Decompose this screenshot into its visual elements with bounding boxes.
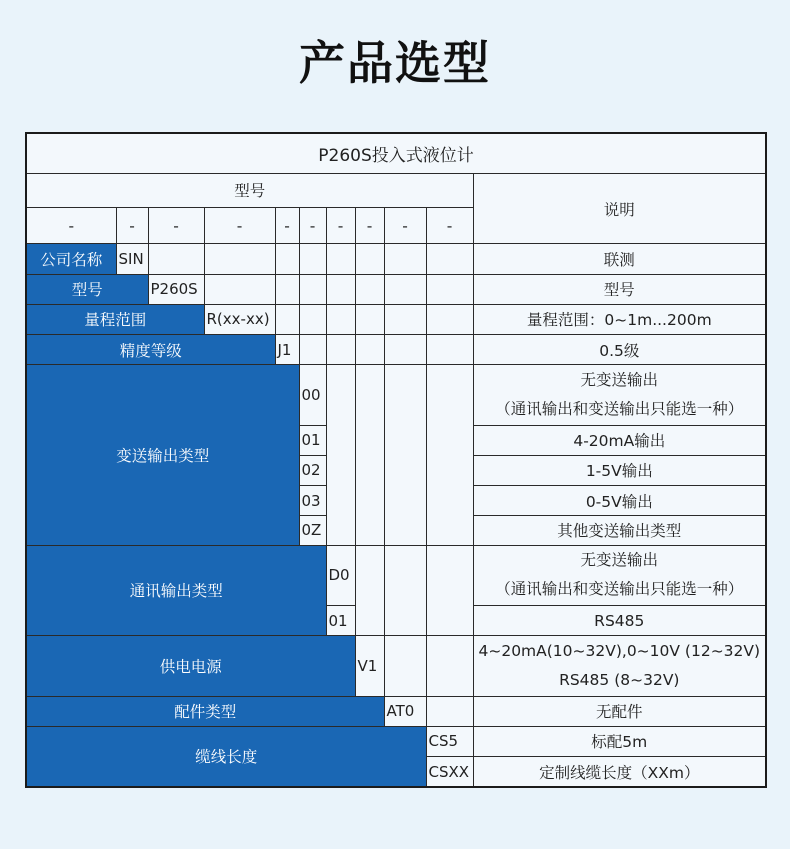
dash-cell: - bbox=[355, 208, 384, 244]
comm-desc: RS485 bbox=[473, 605, 766, 635]
model-desc: 型号 bbox=[473, 274, 766, 304]
empty-cell bbox=[426, 365, 473, 545]
transmit-desc: 其他变送输出类型 bbox=[473, 516, 766, 545]
empty-cell bbox=[275, 304, 299, 334]
empty-cell bbox=[355, 334, 384, 364]
empty-cell bbox=[426, 696, 473, 726]
model-label: 型号 bbox=[26, 274, 148, 304]
transmit-desc: 0-5V输出 bbox=[473, 486, 766, 516]
empty-cell bbox=[204, 244, 275, 274]
transmit-code: 01 bbox=[299, 425, 326, 455]
empty-cell bbox=[355, 365, 384, 545]
range-code: R(xx-xx) bbox=[204, 304, 275, 334]
cable-desc: 定制线缆长度（XXm） bbox=[473, 757, 766, 787]
empty-cell bbox=[384, 304, 426, 334]
empty-cell bbox=[148, 244, 204, 274]
empty-cell bbox=[204, 274, 275, 304]
transmit-desc: 1-5V输出 bbox=[473, 455, 766, 485]
empty-cell bbox=[355, 244, 384, 274]
accessory-label: 配件类型 bbox=[26, 696, 384, 726]
model-code: P260S bbox=[148, 274, 204, 304]
dash-cell: - bbox=[299, 208, 326, 244]
dash-cell: - bbox=[426, 208, 473, 244]
transmit-code: 02 bbox=[299, 455, 326, 485]
empty-cell bbox=[426, 244, 473, 274]
empty-cell bbox=[326, 244, 355, 274]
accessory-desc: 无配件 bbox=[473, 696, 766, 726]
description-header: 说明 bbox=[473, 173, 766, 244]
empty-cell bbox=[384, 244, 426, 274]
range-desc: 量程范围：0~1m...200m bbox=[473, 304, 766, 334]
power-desc bbox=[473, 636, 766, 696]
table-title: P260S投入式液位计 bbox=[26, 133, 766, 173]
empty-cell bbox=[326, 304, 355, 334]
empty-cell bbox=[275, 244, 299, 274]
comm-desc bbox=[473, 545, 766, 605]
empty-cell bbox=[384, 636, 426, 696]
transmit-desc: 4-20mA输出 bbox=[473, 425, 766, 455]
desc-line: 无变送输出 bbox=[580, 551, 659, 570]
dash-cell: - bbox=[326, 208, 355, 244]
accuracy-desc: 0.5级 bbox=[473, 334, 766, 364]
empty-cell bbox=[355, 274, 384, 304]
comm-label: 通讯输出类型 bbox=[26, 545, 326, 636]
cable-code: CS5 bbox=[426, 726, 473, 756]
dash-cell: - bbox=[116, 208, 148, 244]
cable-label: 缆线长度 bbox=[26, 726, 426, 787]
empty-cell bbox=[299, 244, 326, 274]
comm-code: 01 bbox=[326, 605, 355, 635]
empty-cell bbox=[326, 274, 355, 304]
model-header: 型号 bbox=[26, 173, 473, 207]
power-code: V1 bbox=[355, 636, 384, 696]
empty-cell bbox=[384, 545, 426, 636]
empty-cell bbox=[426, 545, 473, 636]
empty-cell bbox=[384, 274, 426, 304]
accuracy-code: J1 bbox=[275, 334, 299, 364]
desc-line: 无变送输出 bbox=[580, 370, 659, 389]
cable-code: CSXX bbox=[426, 757, 473, 787]
empty-cell bbox=[426, 304, 473, 334]
power-label: 供电电源 bbox=[26, 636, 355, 696]
empty-cell bbox=[275, 274, 299, 304]
desc-line: 4~20mA(10~32V),0~10V (12~32V) bbox=[478, 641, 761, 660]
desc-line: RS485 (8~32V) bbox=[559, 670, 680, 689]
company-desc: 联测 bbox=[473, 244, 766, 274]
transmit-label: 变送输出类型 bbox=[26, 365, 299, 545]
transmit-code: 0Z bbox=[299, 516, 326, 545]
selection-table bbox=[25, 132, 767, 788]
empty-cell bbox=[326, 365, 355, 545]
desc-line: （通讯输出和变送输出只能选一种） bbox=[495, 399, 744, 418]
desc-line: （通讯输出和变送输出只能选一种） bbox=[495, 580, 744, 599]
empty-cell bbox=[384, 365, 426, 545]
transmit-code: 00 bbox=[299, 365, 326, 425]
empty-cell bbox=[299, 334, 326, 364]
page-title: 产品选型 bbox=[299, 36, 491, 90]
empty-cell bbox=[355, 545, 384, 636]
empty-cell bbox=[355, 304, 384, 334]
accessory-code: AT0 bbox=[384, 696, 426, 726]
range-label: 量程范围 bbox=[26, 304, 204, 334]
dash-cell: - bbox=[204, 208, 275, 244]
cable-desc: 标配5m bbox=[473, 726, 766, 756]
dash-cell: - bbox=[26, 208, 116, 244]
transmit-code: 03 bbox=[299, 486, 326, 516]
accuracy-label: 精度等级 bbox=[26, 334, 275, 364]
comm-code: D0 bbox=[326, 545, 355, 605]
company-code: SIN bbox=[116, 244, 148, 274]
empty-cell bbox=[426, 636, 473, 696]
empty-cell bbox=[299, 274, 326, 304]
dash-cell: - bbox=[148, 208, 204, 244]
transmit-desc bbox=[473, 365, 766, 425]
empty-cell bbox=[384, 334, 426, 364]
empty-cell bbox=[299, 304, 326, 334]
company-label: 公司名称 bbox=[26, 244, 116, 274]
empty-cell bbox=[426, 274, 473, 304]
dash-cell: - bbox=[275, 208, 299, 244]
dash-cell: - bbox=[384, 208, 426, 244]
empty-cell bbox=[326, 334, 355, 364]
empty-cell bbox=[426, 334, 473, 364]
